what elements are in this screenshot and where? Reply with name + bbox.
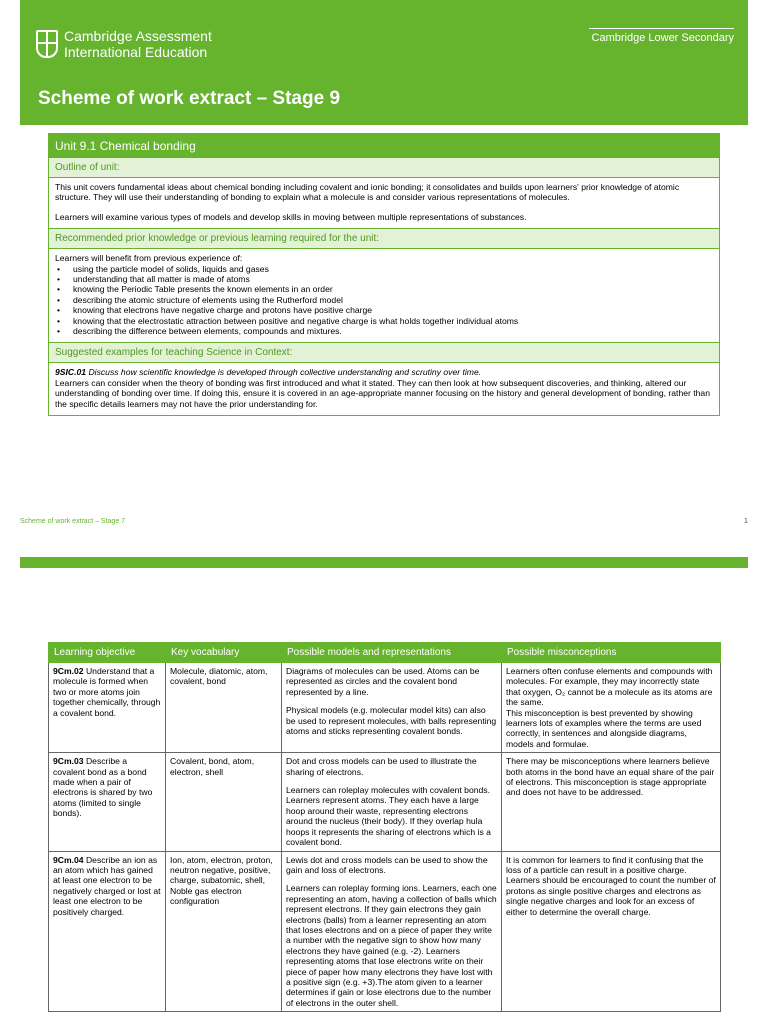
footer-label: Scheme of work extract – Stage 7 — [20, 518, 126, 525]
misconceptions-cell — [502, 851, 721, 1012]
unit-summary-box — [48, 133, 720, 416]
misconceptions-paragraph: It is common for learners to find it confusing that the loss of a particle can result in a positive charge. Learners should be encouraged to count the number of protons as single positive charges and electrons as single negative charges and look for an excess of either to determine the overall charge. — [506, 854, 716, 917]
prior-knowledge-heading: Recommended prior knowledge or previous learning required for the unit: — [49, 228, 719, 249]
models-cell — [282, 663, 502, 753]
page-header — [20, 0, 748, 125]
column-header-models: Possible models and representations — [282, 643, 502, 663]
objective-text: Describe a covalent bond as a bond made when a pair of electrons is shared by two atoms (limited to single bonds). — [53, 756, 153, 819]
objective-code: 9Cm.04 — [53, 854, 84, 865]
context-body: Learners can consider when the theory of bonding was first introduced and what it stated. They can then look at how subsequent discoveries, and thinking, altered our understanding of bonding over time. If doing this, ensure it is covered in an age-appropriate manner focusing on the history and general development of bonding, rather than the specific details learners may not have the prior understanding for. — [55, 377, 710, 409]
column-header-key-vocabulary: Key vocabulary — [166, 643, 282, 663]
column-header-misconceptions: Possible misconceptions — [502, 643, 721, 663]
table-row — [49, 753, 721, 851]
prior-knowledge-text — [49, 249, 719, 342]
list-item: • knowing that the electrostatic attraction between positive and negative charge is what holds together individual atoms — [55, 316, 713, 326]
column-header-learning-objective: Learning objective — [49, 643, 166, 663]
outline-paragraph-1: This unit covers fundamental ideas about chemical bonding including covalent and ionic bonding; it consolidates and builds upon learners' prior knowledge of atomic structure. They will use their understanding of bonding to explain what a molecule is and consider various representations of molecules. — [55, 182, 680, 203]
models-paragraph: Lewis dot and cross models can be used to show the gain and loss of electrons. — [286, 854, 488, 875]
objective-cell — [49, 753, 166, 851]
context-text — [49, 363, 719, 415]
logo-line-2: International Education — [64, 44, 208, 60]
models-paragraph: Learners can roleplay forming ions. Learners, each one representing an atom, having a collection of balls which represent electrons. If they gain electrons they gain electrons (balls) from a learner representing an atom that loses electrons and on a piece of paper they write a number with the negative sign to show how many electrons they have gained (e.g. -2). Learners representing atoms that lose electrons write on their piece of paper how many electrons they have lost with a positive sign (e.g. +3).The atom given to a learner determines if gain or lose electrons due to the number of electrons in the outer shell. — [286, 883, 497, 1008]
context-reference-text: Discuss how scientific knowledge is developed through collective understanding and scrutiny over time. — [86, 367, 482, 378]
list-item: • describing the difference between elements, compounds and mixtures. — [55, 326, 713, 336]
list-item: • using the particle model of solids, liquids and gases — [55, 264, 713, 274]
outline-paragraph-2: Learners will examine various types of models and develop skills in moving between multiple representations of substances. — [55, 211, 527, 222]
models-cell — [282, 753, 502, 851]
page-number: 1 — [744, 518, 748, 525]
learning-objectives-table — [48, 642, 721, 1012]
crest-icon — [36, 30, 58, 58]
context-reference-code: 9SIC.01 — [55, 367, 87, 378]
document-title: Scheme of work extract – Stage 9 — [38, 88, 341, 109]
prior-knowledge-intro: Learners will benefit from previous experience of: — [55, 253, 243, 264]
misconceptions-cell — [502, 663, 721, 753]
list-item: • knowing that electrons have negative charge and protons have positive charge — [55, 305, 713, 315]
models-paragraph: Physical models (e.g. molecular model kits) can also be used to represent molecules, with balls representing atoms and sticks representing covalent bonds. — [286, 705, 497, 737]
context-heading: Suggested examples for teaching Science in Context: — [49, 342, 719, 363]
models-paragraph: Diagrams of molecules can be used. Atoms can be represented as circles and the covalent bond represented by a line. — [286, 666, 480, 697]
vocabulary-cell: Molecule, diatomic, atom, covalent, bond — [166, 663, 282, 753]
objective-cell — [49, 663, 166, 753]
unit-title: Unit 9.1 Chemical bonding — [49, 134, 719, 158]
misconceptions-cell — [502, 753, 721, 851]
objective-code: 9Cm.02 — [53, 666, 84, 676]
table-header-row — [49, 643, 721, 663]
logo-line-1: Cambridge Assessment — [64, 28, 212, 44]
objective-code: 9Cm.03 — [53, 756, 84, 767]
objective-text: Understand that a molecule is formed when two or more atoms join together chemically, through a covalent bond. — [53, 666, 161, 718]
outline-heading: Outline of unit: — [49, 158, 719, 178]
vocabulary-cell: Covalent, bond, atom, electron, shell — [166, 753, 282, 851]
objective-cell — [49, 851, 166, 1012]
list-item: • understanding that all matter is made of atoms — [55, 274, 713, 284]
models-paragraph: Learners can roleplay molecules with covalent bonds. Learners represent atoms. They each have a large hoop around their waste, representing electrons around the nucleus (their body). If they overlap hula hoops it represents the sharing of electrons which is a covalent bond. — [286, 785, 491, 848]
objective-text: Describe an ion as an atom which has gained at least one electron to be negatively charged or lost at least one electron to be positively charged. — [53, 854, 161, 917]
models-paragraph: Dot and cross models can be used to illustrate the sharing of electrons. — [286, 756, 477, 777]
table-row — [49, 663, 721, 753]
list-item: • describing the atomic structure of elements using the Rutherford model — [55, 295, 713, 305]
models-cell — [282, 851, 502, 1012]
cambridge-logo — [36, 28, 212, 60]
list-item: • knowing the Periodic Table presents the known elements in an order — [55, 284, 713, 294]
page-two-header-band — [20, 557, 748, 568]
misconceptions-paragraph: There may be misconceptions where learners believe both atoms in the bond have an equal share of the pair of electrons. This misconception is stage appropriate and does not have to be addressed. — [506, 756, 715, 798]
misconceptions-paragraph: Learners often confuse elements and compounds with molecules. For example, they may incorrectly state that oxygen, O₂ cannot be a molecule as its atoms are the same. — [506, 666, 713, 708]
table-row — [49, 851, 721, 1012]
misconceptions-paragraph: This misconception is best prevented by showing learners lots of examples where the terms are used correctly, in sentences and alongside diagrams, models and formulae. — [506, 707, 702, 749]
programme-label: Cambridge Lower Secondary — [589, 28, 734, 44]
outline-text — [49, 178, 719, 228]
vocabulary-cell: Ion, atom, electron, proton, neutron negative, positive, charge, subatomic, shell, Noble gas electron configuration — [166, 851, 282, 1012]
prior-knowledge-list — [55, 264, 713, 337]
